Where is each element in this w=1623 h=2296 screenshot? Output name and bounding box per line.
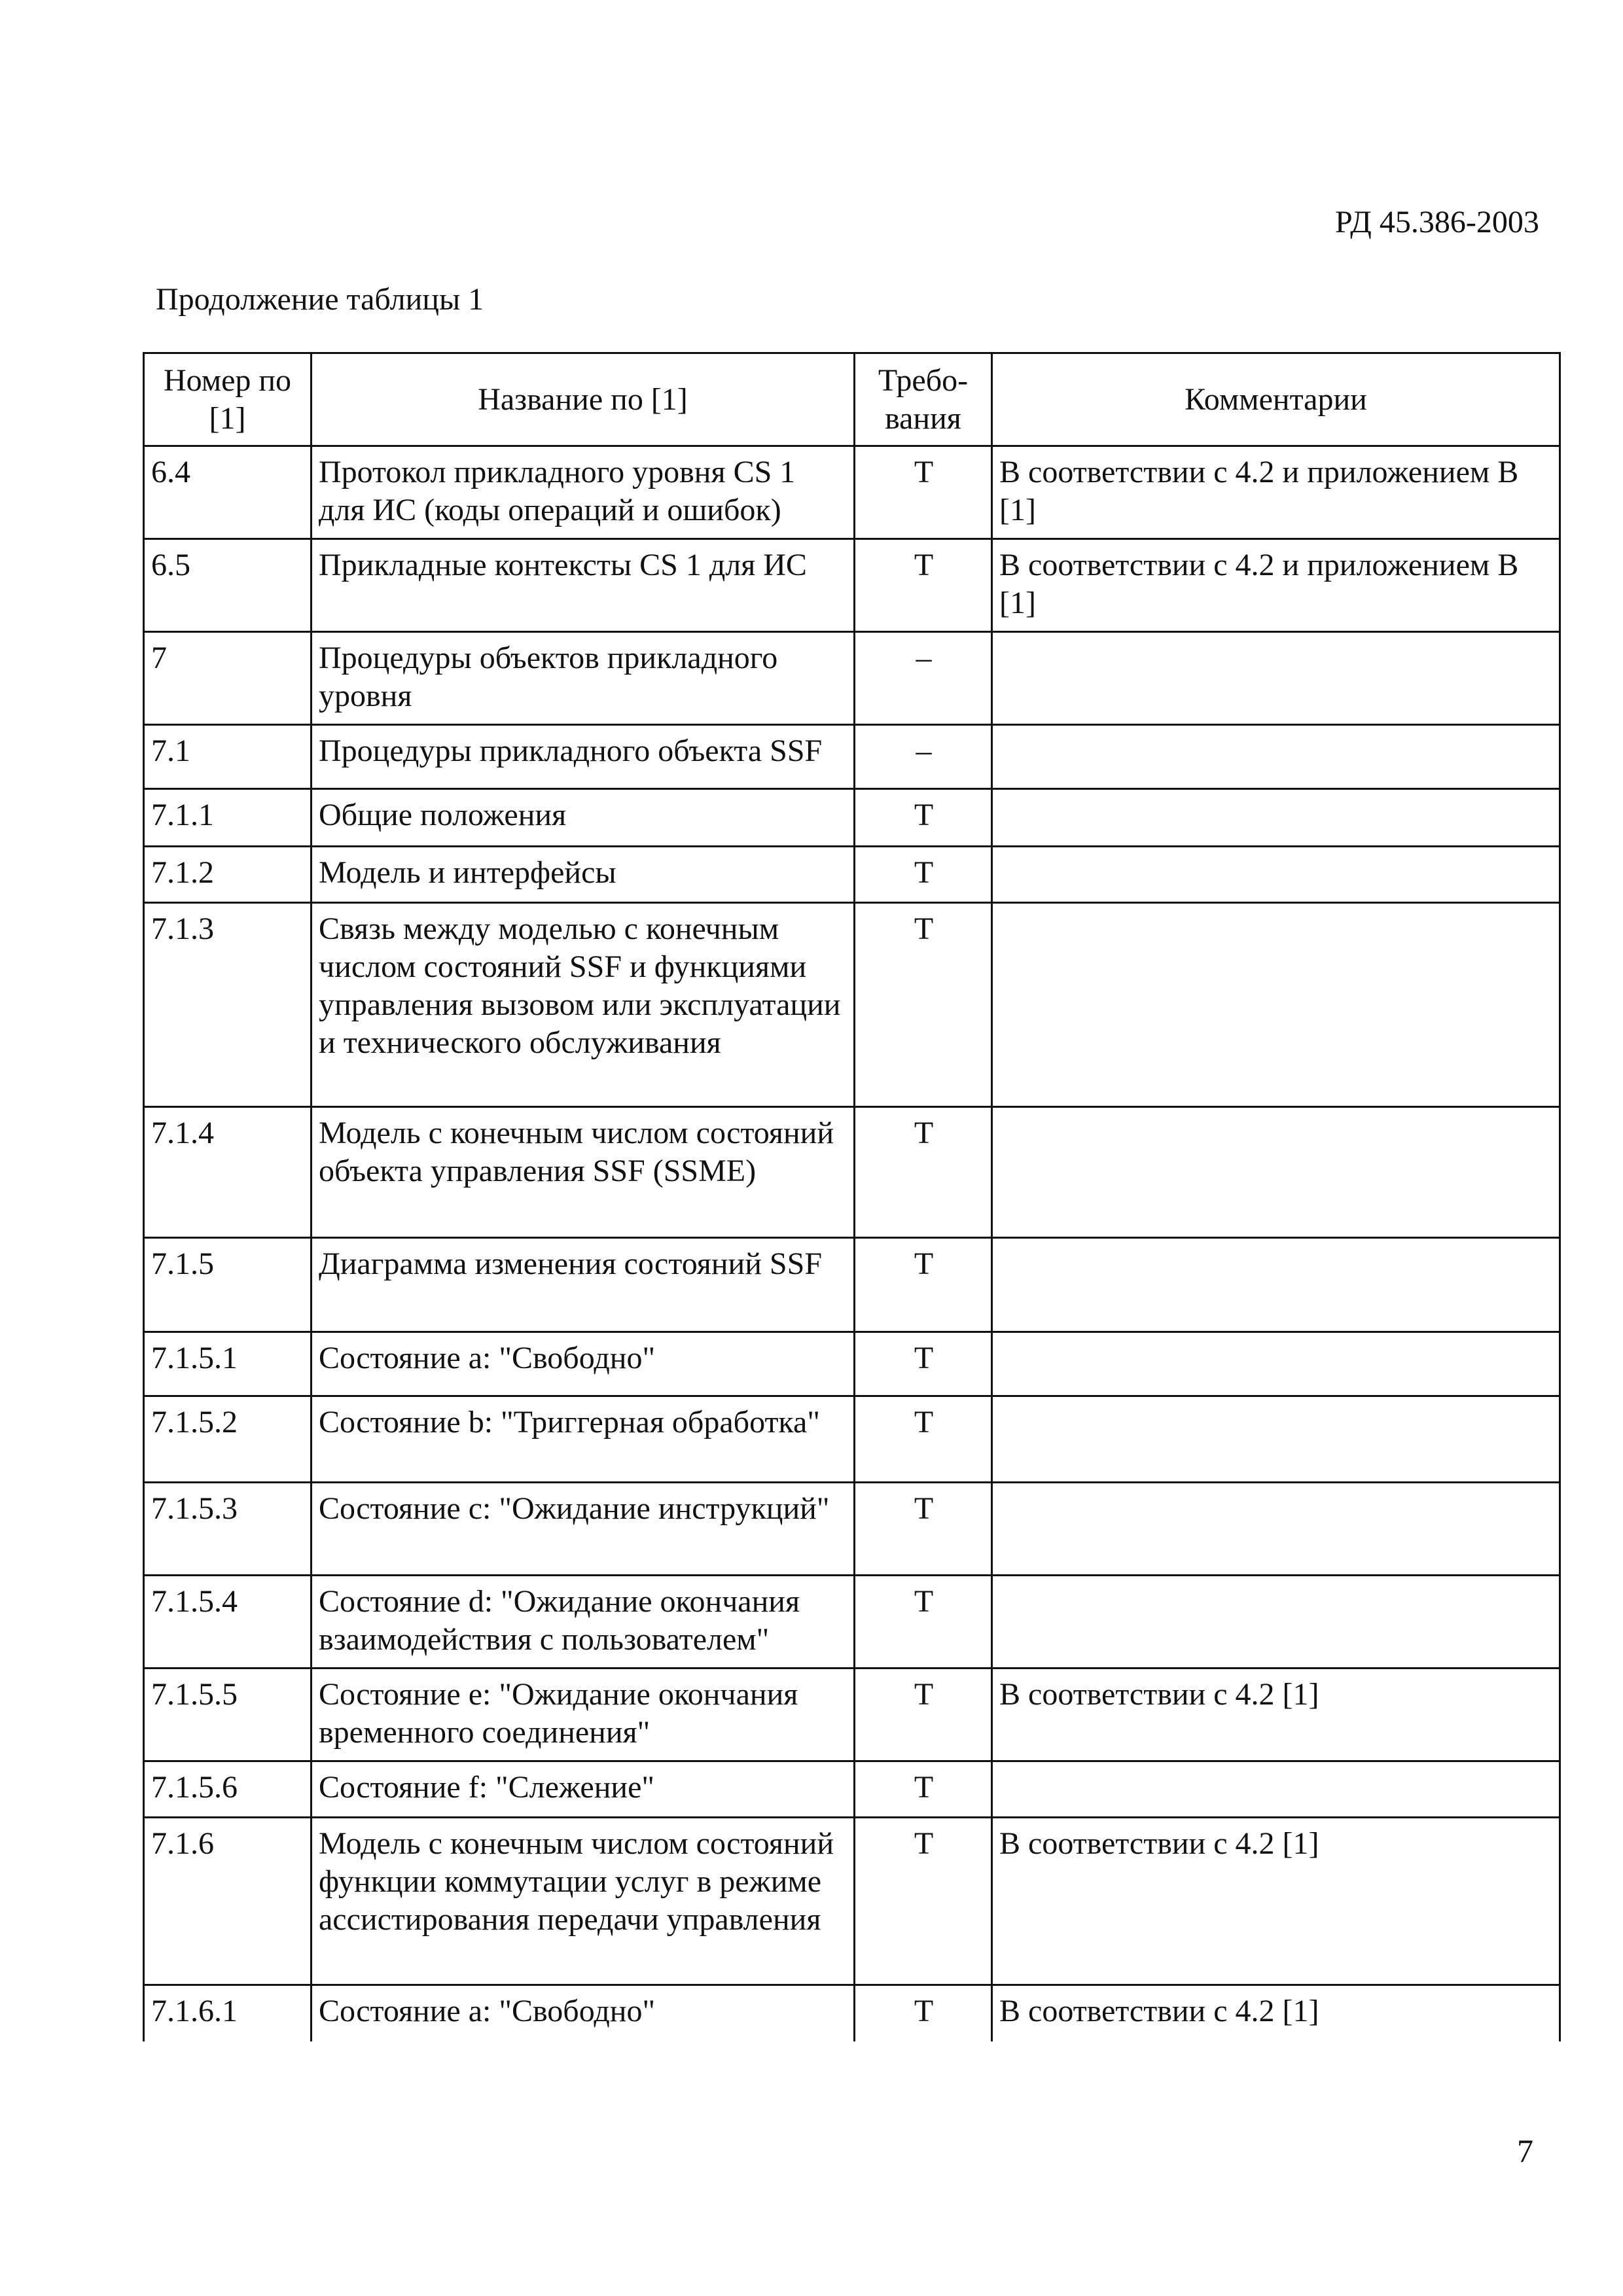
cell-comment [992,1332,1560,1396]
cell-req: – [855,632,992,725]
cell-name: Состояние c: "Ожидание инструкций" [312,1483,855,1576]
cell-req: Т [855,539,992,632]
table-caption: Продолжение таблицы 1 [156,282,484,317]
cell-num: 7.1.5.3 [144,1483,312,1576]
cell-req: Т [855,903,992,1107]
cell-req: Т [855,446,992,539]
table-row [144,539,1560,632]
table-row [144,446,1560,539]
header-comment: Комментарии [992,353,1560,446]
table-row [144,1761,1560,1818]
cell-comment [992,632,1560,725]
cell-name: Модель и интерфейсы [312,847,855,903]
table-row [144,632,1560,725]
cell-comment [992,1761,1560,1818]
cell-name: Модель с конечным числом состояний объекта управления SSF (SSME) [312,1107,855,1238]
cell-req: Т [855,1107,992,1238]
table-row [144,903,1560,1107]
page-number: 7 [1517,2132,1533,2169]
cell-comment: В соответствии с 4.2 [1] [992,1985,1560,2041]
table-header-row [144,353,1560,446]
cell-num: 7.1.5.6 [144,1761,312,1818]
cell-name: Процедуры прикладного объекта SSF [312,725,855,789]
cell-req: – [855,725,992,789]
cell-comment [992,789,1560,847]
cell-num: 7.1.1 [144,789,312,847]
cell-name: Протокол прикладного уровня CS 1 для ИС (коды операций и ошибок) [312,446,855,539]
requirements-table [143,352,1561,2041]
cell-num: 7.1.4 [144,1107,312,1238]
cell-comment [992,1576,1560,1669]
cell-req: Т [855,847,992,903]
cell-num: 7.1.5 [144,1238,312,1332]
cell-req: Т [855,789,992,847]
cell-comment [992,1483,1560,1576]
cell-name: Состояние a: "Свободно" [312,1332,855,1396]
table-row [144,1576,1560,1669]
cell-name: Модель с конечным числом состояний функции коммутации услуг в режиме ассистирования передачи управления [312,1818,855,1985]
table-row [144,1107,1560,1238]
cell-req: Т [855,1761,992,1818]
cell-num: 7.1.6.1 [144,1985,312,2041]
header-name: Название по [1] [312,353,855,446]
header-num: Номер по [1] [144,353,312,446]
cell-num: 7.1.5.5 [144,1669,312,1761]
cell-comment: В соответствии с 4.2 [1] [992,1669,1560,1761]
cell-comment [992,725,1560,789]
cell-num: 7.1.5.2 [144,1396,312,1483]
table-row [144,1985,1560,2041]
cell-name: Связь между моделью с конечным числом состояний SSF и функциями управления вызовом или эксплуатации и технического обслуживания [312,903,855,1107]
table-row [144,725,1560,789]
cell-name: Процедуры объектов прикладного уровня [312,632,855,725]
header-req: Требо- вания [855,353,992,446]
cell-req: Т [855,1818,992,1985]
cell-comment [992,903,1560,1107]
cell-num: 7.1.5.4 [144,1576,312,1669]
cell-req: Т [855,1576,992,1669]
cell-req: Т [855,1483,992,1576]
cell-num: 7.1.3 [144,903,312,1107]
cell-name: Состояние f: "Слежение" [312,1761,855,1818]
table-row [144,1396,1560,1483]
table-row [144,789,1560,847]
cell-name: Состояние b: "Триггерная обработка" [312,1396,855,1483]
cell-comment [992,1238,1560,1332]
cell-num: 7.1.5.1 [144,1332,312,1396]
cell-req: Т [855,1985,992,2041]
cell-comment: В соответствии с 4.2 [1] [992,1818,1560,1985]
table-row [144,1818,1560,1985]
cell-req: Т [855,1669,992,1761]
cell-comment [992,847,1560,903]
table-row [144,1669,1560,1761]
cell-req: Т [855,1396,992,1483]
cell-comment [992,1107,1560,1238]
table-row [144,1332,1560,1396]
cell-num: 7.1 [144,725,312,789]
cell-comment: В соответствии с 4.2 и приложением В [1] [992,539,1560,632]
cell-name: Прикладные контексты CS 1 для ИС [312,539,855,632]
cell-req: Т [855,1238,992,1332]
cell-num: 7 [144,632,312,725]
cell-name: Состояние a: "Свободно" [312,1985,855,2041]
cell-req: Т [855,1332,992,1396]
cell-num: 7.1.6 [144,1818,312,1985]
cell-name: Диаграмма изменения состояний SSF [312,1238,855,1332]
cell-num: 6.4 [144,446,312,539]
cell-num: 7.1.2 [144,847,312,903]
cell-num: 6.5 [144,539,312,632]
table-row [144,1483,1560,1576]
table-row [144,1238,1560,1332]
cell-name: Состояние e: "Ожидание окончания временного соединения" [312,1669,855,1761]
cell-name: Состояние d: "Ожидание окончания взаимодействия с пользователем" [312,1576,855,1669]
document-code: РД 45.386-2003 [1335,205,1539,239]
cell-comment [992,1396,1560,1483]
cell-name: Общие положения [312,789,855,847]
cell-comment: В соответствии с 4.2 и приложением В [1] [992,446,1560,539]
table-row [144,847,1560,903]
